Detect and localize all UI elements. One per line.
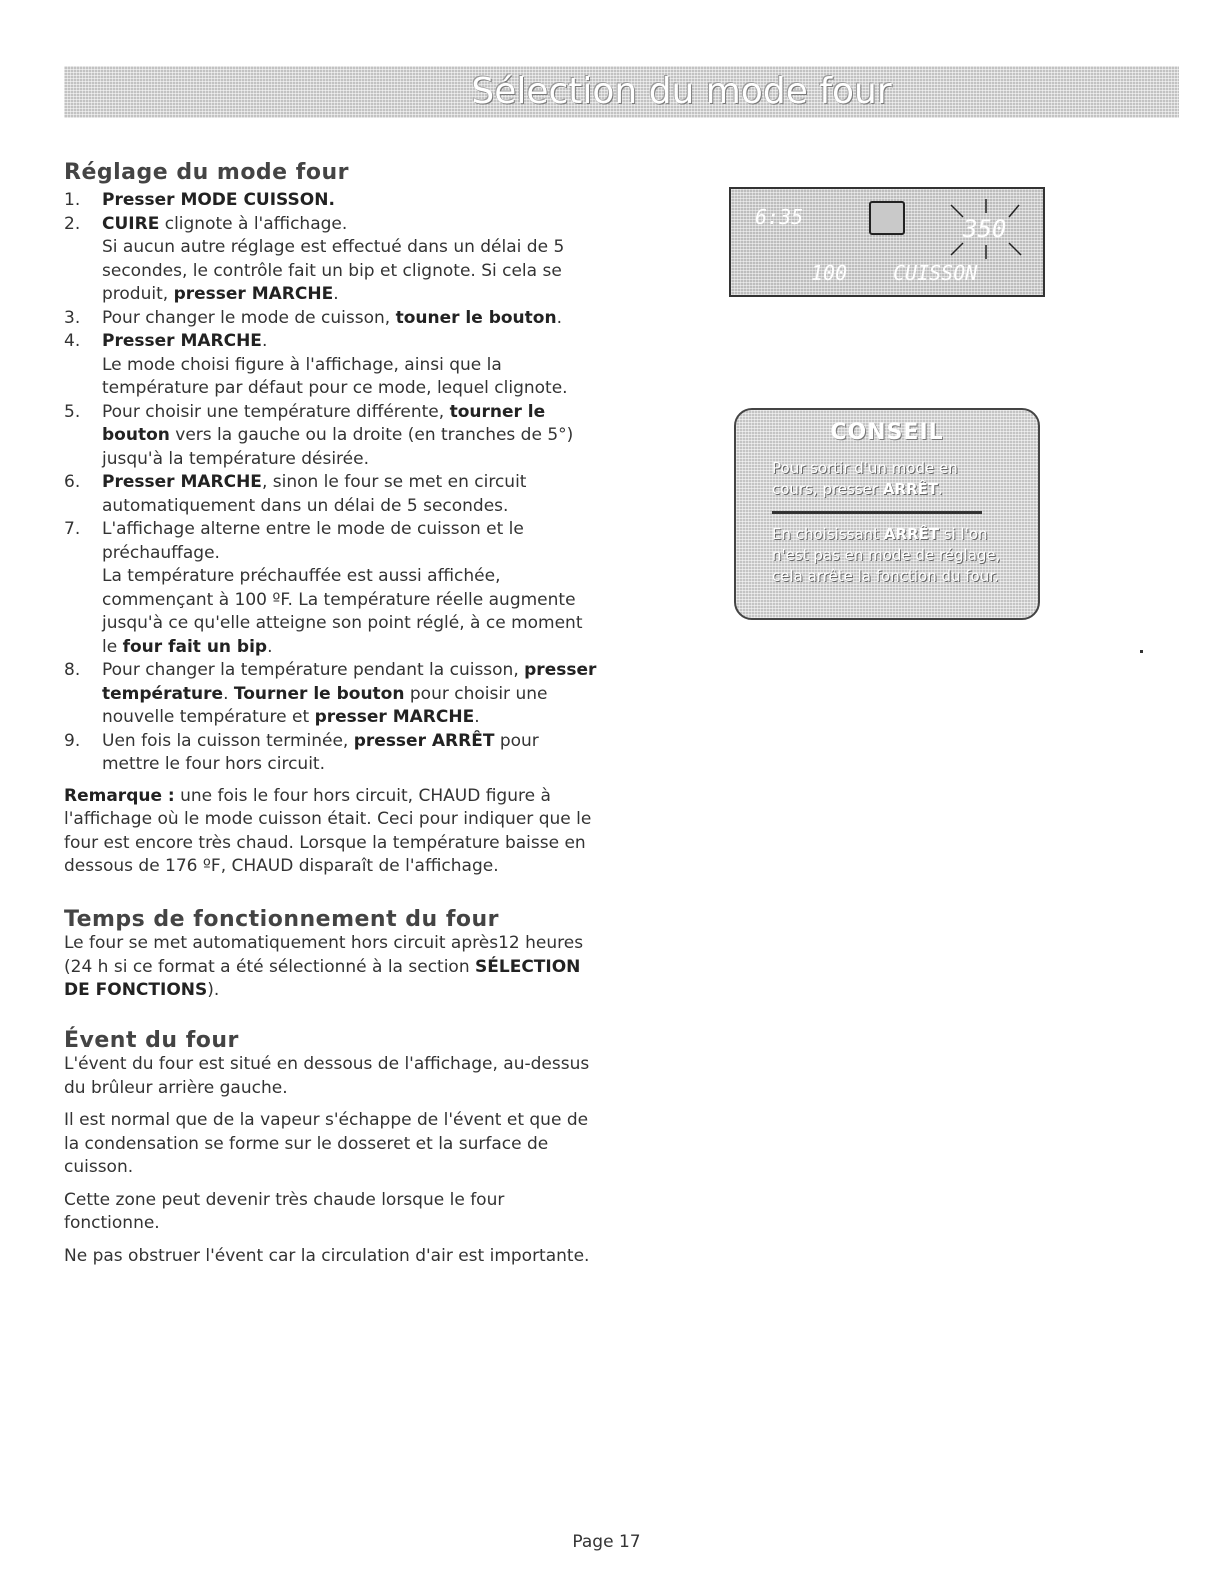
conseil-divider	[772, 511, 982, 514]
conseil-text: si l'on n'est pas en mode de réglage, cela arrête la fonction du four.	[772, 525, 1001, 585]
oven-display	[729, 187, 1045, 297]
conseil-box	[734, 408, 1040, 620]
step-text: .	[261, 331, 268, 351]
step-item	[64, 213, 600, 307]
step-number: 9.	[64, 730, 81, 751]
step-number: 1.	[64, 190, 81, 210]
step-note-text: .	[267, 636, 273, 657]
step-note-text: Le mode choisi figure à l'affichage, ainsi que la température par défaut pour ce mode, lequel clignote.	[102, 354, 568, 398]
step-text: pour mettre le four hors circuit.	[102, 730, 539, 774]
event-paragraphs	[64, 1053, 600, 1268]
step-note-text: four fait un bip	[122, 636, 268, 657]
step-text: , sinon le four se met en circuit automatiquement dans un délai de 5 secondes.	[102, 472, 527, 516]
step-item	[64, 518, 600, 659]
step-number: 3.	[64, 307, 81, 328]
conseil-text: .	[938, 480, 943, 498]
step-number: 5.	[64, 401, 81, 422]
step-text: presser ARRÊT	[353, 730, 495, 751]
step-item	[64, 471, 600, 518]
steps-list	[64, 189, 600, 777]
remarque-text: une fois le four hors circuit, CHAUD figure à l'affichage où le mode cuisson était. Ceci pour indiquer que le four est encore très chaud. Lorsque la température baisse en dessous de 176 ºF, CHAUD disparaît de l'affichage.	[64, 785, 592, 876]
step-number: 4.	[64, 331, 81, 351]
display-mode-label: CUISSON	[893, 261, 978, 285]
step-item	[64, 189, 600, 213]
remarque-paragraph	[64, 785, 600, 879]
step-item	[64, 307, 600, 331]
stray-dot	[1140, 650, 1143, 653]
step-number: 7.	[64, 519, 81, 539]
conseil-text: ARRÊT	[883, 525, 940, 543]
conseil-text: En choisissant	[772, 525, 884, 543]
conseil-text: ARRÊT	[882, 480, 939, 498]
step-text: Pour changer la température pendant la cuisson,	[102, 660, 525, 680]
event-paragraph: L'évent du four est situé en dessous de l'affichage, au-dessus du brûleur arrière gauche.	[64, 1054, 590, 1098]
conseil-title: CONSEIL	[830, 420, 944, 445]
step-text: Presser MARCHE	[102, 472, 262, 492]
step-text: pour choisir une nouvelle température et	[102, 683, 548, 727]
step-number: 2.	[64, 213, 81, 234]
display-temperature: 350	[963, 215, 1007, 243]
step-text: touner le bouton	[395, 307, 557, 328]
event-paragraph: Ne pas obstruer l'évent car la circulation d'air est importante.	[64, 1245, 590, 1266]
step-text: Pour choisir une température différente,	[102, 401, 450, 422]
temps-heading: Temps de fonctionnement du four	[64, 907, 500, 932]
page-number: Page 17	[572, 1532, 641, 1552]
step-note-text: Si aucun autre réglage est effectué dans un délai de 5 secondes, le contrôle fait un bip et clignote. Si cela se produit,	[102, 237, 565, 304]
step-item	[64, 659, 600, 730]
event-section	[64, 1028, 600, 1277]
step-text: CUIRE	[102, 213, 160, 234]
display-mode-temp: 100	[811, 261, 848, 285]
step-text: presser MARCHE	[314, 707, 475, 727]
conseil-text-1	[772, 458, 1002, 500]
remarque-text: Remarque :	[64, 785, 175, 806]
temps-section	[64, 907, 600, 1003]
step-item	[64, 401, 600, 472]
temps-text: Le four se met automatiquement hors circuit après12 heures (24 h si ce format a été sélectionné à la section	[64, 933, 584, 977]
reglage-heading: Réglage du mode four	[64, 160, 349, 185]
step-text: Tourner le bouton	[233, 683, 405, 704]
step-text: .	[223, 683, 234, 704]
step-item	[64, 330, 600, 401]
conseil-text: Pour sortir d'un mode en cours, presser	[772, 459, 958, 498]
reglage-section	[64, 160, 600, 879]
step-note	[102, 565, 600, 659]
event-paragraph: Cette zone peut devenir très chaude lorsque le four fonctionne.	[64, 1189, 505, 1233]
event-heading: Évent du four	[64, 1028, 239, 1053]
display-time: 6:35	[755, 205, 804, 229]
step-note	[102, 354, 600, 401]
step-text: .	[474, 707, 480, 727]
step-note-text: .	[333, 284, 339, 304]
step-item	[64, 730, 600, 777]
step-text: L'affichage alterne entre le mode de cuisson et le préchauffage.	[102, 519, 524, 563]
step-number: 8.	[64, 660, 81, 680]
step-text: Presser MARCHE	[102, 331, 262, 351]
event-paragraph: Il est normal que de la vapeur s'échappe de l'évent et que de la condensation se forme sur le dosseret et la surface de cuisson.	[64, 1110, 589, 1177]
temps-text: SÉLECTION DE FONCTIONS	[64, 956, 581, 1000]
step-note	[102, 236, 600, 307]
step-number: 6.	[64, 472, 81, 492]
page-banner	[64, 66, 1179, 118]
step-note-text: presser MARCHE	[173, 284, 334, 304]
step-text: Uen fois la cuisson terminée,	[102, 730, 354, 751]
step-text: Pour changer le mode de cuisson,	[102, 307, 396, 328]
conseil-text-2	[772, 524, 1002, 587]
temps-text: ).	[207, 980, 220, 1000]
oven-icon	[869, 201, 905, 235]
step-text: .	[556, 307, 562, 328]
step-text: vers la gauche ou la droite (en tranches de 5°) jusqu'à la température désirée.	[102, 425, 574, 469]
temps-paragraph	[64, 932, 600, 1003]
step-text: Presser MODE CUISSON.	[102, 190, 335, 210]
step-text: tourner le bouton	[102, 401, 546, 445]
step-text: presser température	[102, 660, 597, 704]
step-note-text: La température préchauffée est aussi affichée, commençant à 100 ºF. La température réelle augmente jusqu'à ce qu'elle atteigne son point réglé, à ce moment le	[102, 566, 583, 657]
step-text: clignote à l'affichage.	[159, 213, 348, 234]
page-title: Sélection du mode four	[471, 71, 892, 112]
